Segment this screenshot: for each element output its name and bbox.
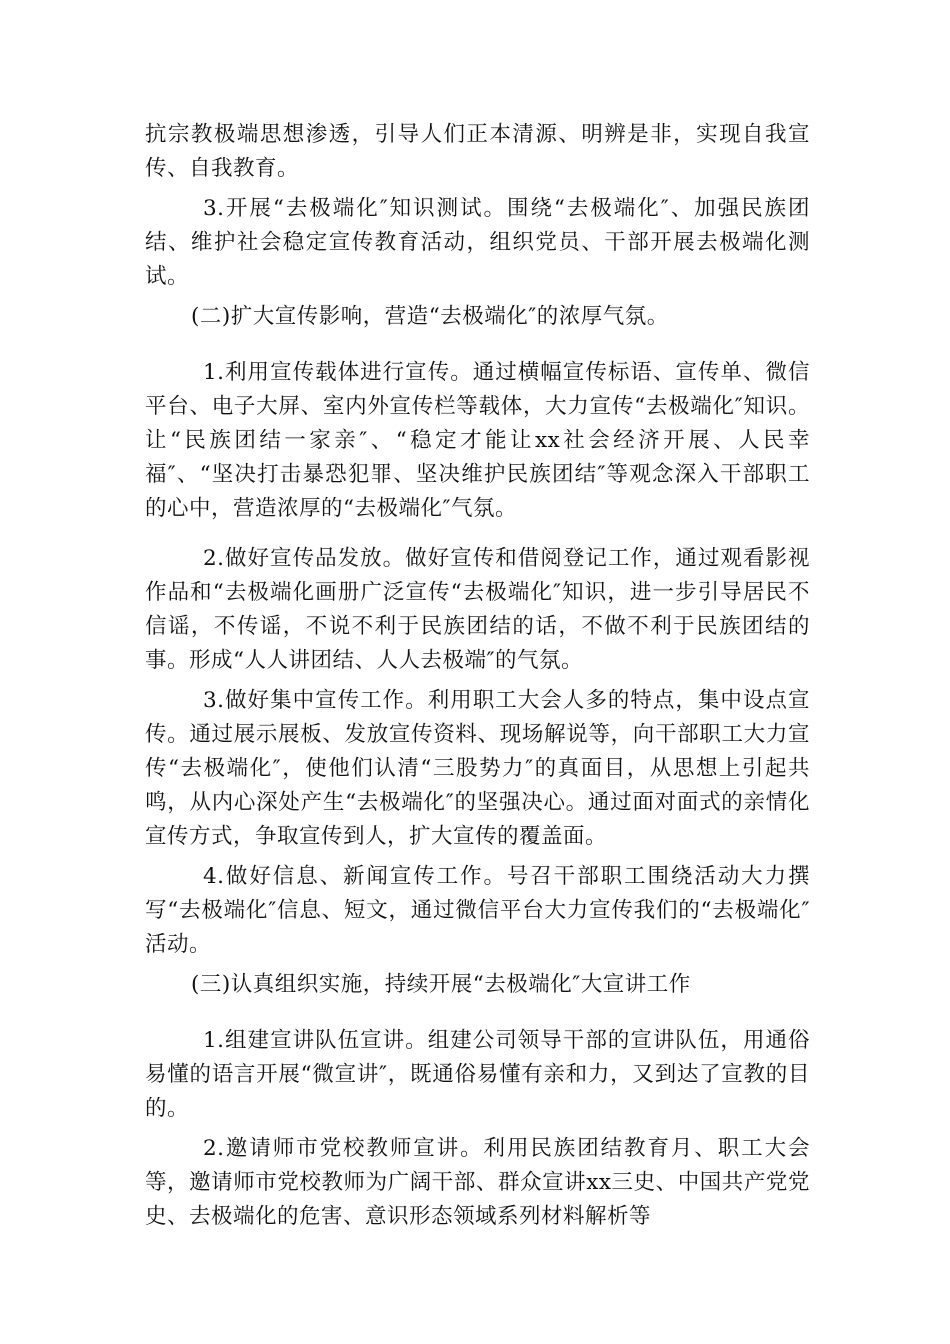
- paragraph-item-3-knowledge-test: 3.开展“去极端化″知识测试。围绕“去极端化″、加强民族团结、维护社会稳定宣传教育活动，组织党员、干部开展去极端化测试。: [145, 196, 810, 289]
- paragraph-item-1-media-publicity: 1.利用宣传载体进行宣传。通过横幅宣传标语、宣传单、微信平台、电子大屏、室内外宣传栏等载体，大力宣传“去极端化″知识。让“民族团结一家亲″、“稳定才能让xx社会经济开展、人民幸福″、“坚决打击暴恐犯罪、坚决维护民族团结″等观念深入干部职工的心中，营造浓厚的“去极端化″气氛。: [145, 360, 810, 521]
- paragraph-item-4-news: 4.做好信息、新闻宣传工作。号召干部职工围绕活动大力撰写“去极端化″信息、短文，通过微信平台大力宣传我们的“去极端化″活动。: [145, 864, 810, 957]
- paragraph-item-3-centralized-publicity: 3.做好集中宣传工作。利用职工大会人多的特点，集中设点宣传。通过展示展板、发放宣传资料、现场解说等，向干部职工大力宣传“去极端化″，使他们认清“三股势力″的真面目，从思想上引起共鸣，从内心深处产生“去极端化″的坚强决心。通过面对面式的亲情化宣传方式，争取宣传到人，扩大宣传的覆盖面。: [145, 688, 810, 849]
- paragraph-item-2-materials: 2.做好宣传品发放。做好宣传和借阅登记工作，通过观看影视作品和“去极端化画册广泛宣传“去极端化″知识，进一步引导居民不信谣，不传谣，不说不利于民族团结的话，不做不利于民族团结的事。形成“人人讲团结、人人去极端″的气氛。: [145, 546, 810, 673]
- paragraph-continued: 抗宗教极端思想渗透，引导人们正本清源、明辨是非，实现自我宣传、自我教育。: [145, 122, 810, 181]
- paragraph-item-1-team: 1.组建宣讲队伍宣讲。组建公司领导干部的宣讲队伍，用通俗易懂的语言开展“微宣讲″，既通俗易懂有亲和力，又到达了宣教的目的。: [145, 1028, 810, 1121]
- section-heading-3: (三)认真组织实施，持续开展“去极端化″大宣讲工作: [191, 972, 691, 997]
- paragraph-item-2-teachers: 2.邀请师市党校教师宣讲。利用民族团结教育月、职工大会等，邀请师市党校教师为广阔干部、群众宣讲xx三史、中国共产党党史、去极端化的危害、意识形态领域系列材料解析等: [145, 1136, 810, 1229]
- document-page: [145, 118, 810, 1234]
- section-heading-2: (二)扩大宣传影响，营造“去极端化″的浓厚气氛。: [191, 304, 669, 329]
